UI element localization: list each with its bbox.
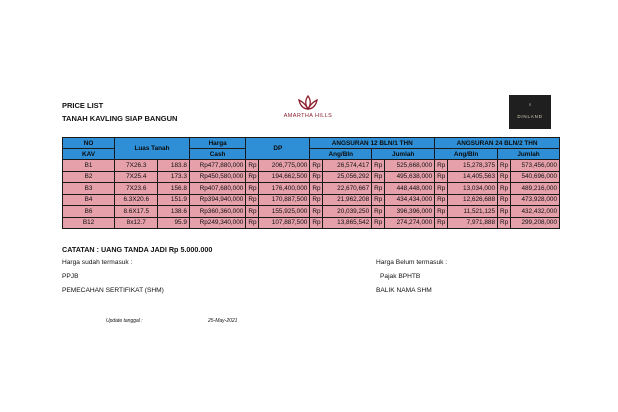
cell-area: 95.9 — [158, 217, 189, 229]
header-angsuran-24: ANGSURAN 24 BLN/2 THN — [435, 138, 560, 149]
cell-j12-currency: Rp — [372, 194, 385, 206]
cell-j12: 495,638,000 — [385, 171, 435, 183]
cell-a12-currency: Rp — [310, 171, 323, 183]
cell-j12: 274,274,000 — [385, 217, 435, 229]
cell-area: 151.9 — [158, 194, 189, 206]
cell-dp: 170,887,500 — [259, 194, 310, 206]
document-subtitle: TANAH KAVLING SIAP BANGUN — [62, 114, 178, 123]
cell-j24: 540,696,000 — [511, 171, 560, 183]
excluded-heading: Harga Belum termasuk : — [376, 259, 448, 266]
header-kav: KAV — [63, 149, 115, 160]
cell-area: 173.3 — [158, 171, 189, 183]
cell-a24: 7,971,888 — [448, 217, 498, 229]
header-harga: Harga — [189, 138, 245, 149]
update-label: Update tanggal : — [106, 318, 143, 324]
header-ang-bln-24: Ang/Bln — [435, 149, 498, 160]
cell-a12: 13,865,542 — [323, 217, 372, 229]
cell-kav: B12 — [63, 217, 115, 229]
cell-j24-currency: Rp — [498, 171, 511, 183]
dinland-logo — [509, 95, 551, 129]
cell-dimension: 7X23.6 — [115, 183, 158, 195]
table-row — [63, 183, 560, 195]
brand-name: AMARTHA HILLS — [283, 113, 333, 119]
cell-a24: 14,405,563 — [448, 171, 498, 183]
down-payment-note: CATATAN : UANG TANDA JADI Rp 5.000.000 — [62, 245, 213, 254]
excluded-item: BALIK NAMA SHM — [376, 287, 432, 294]
cell-dp: 155,925,000 — [259, 206, 310, 218]
table-row — [63, 160, 560, 172]
cell-a12: 25,056,292 — [323, 171, 372, 183]
included-item: PEMECAHAN SERTIFIKAT (SHM) — [62, 287, 164, 294]
cell-dp: 176,400,000 — [259, 183, 310, 195]
cell-cash: Rp249,340,000 — [189, 217, 245, 229]
cell-j12-currency: Rp — [372, 206, 385, 218]
cell-j24: 432,432,000 — [511, 206, 560, 218]
cell-cash: Rp407,680,000 — [189, 183, 245, 195]
table-row — [63, 194, 560, 206]
cell-a24-currency: Rp — [435, 183, 448, 195]
cell-cash: Rp360,360,000 — [189, 206, 245, 218]
table-header-row — [63, 138, 560, 149]
cell-dp: 194,662,500 — [259, 171, 310, 183]
cell-a24-currency: Rp — [435, 171, 448, 183]
header-angsuran-12: ANGSURAN 12 BLN/1 THN — [310, 138, 435, 149]
update-date: 25-May-2021 — [208, 318, 238, 324]
cell-dp-currency: Rp — [246, 171, 259, 183]
table-row — [63, 217, 560, 229]
cell-kav: B6 — [63, 206, 115, 218]
cell-a12: 22,670,667 — [323, 183, 372, 195]
cell-a12-currency: Rp — [310, 160, 323, 172]
cell-dp: 206,775,000 — [259, 160, 310, 172]
dinland-mark-icon: ◦ — [528, 100, 532, 109]
cell-j12: 448,448,000 — [385, 183, 435, 195]
cell-a24: 15,278,375 — [448, 160, 498, 172]
cell-kav: B2 — [63, 171, 115, 183]
cell-cash: Rp394,940,000 — [189, 194, 245, 206]
cell-a12-currency: Rp — [310, 217, 323, 229]
cell-j24: 299,208,000 — [511, 217, 560, 229]
amartha-hills-logo — [268, 95, 348, 119]
header-ang-bln-12: Ang/Bln — [310, 149, 372, 160]
cell-dimension: 7X26.3 — [115, 160, 158, 172]
cell-dimension: 8.6X17.5 — [115, 206, 158, 218]
dinland-wordmark: DINLAND — [517, 114, 543, 119]
cell-j12-currency: Rp — [372, 217, 385, 229]
cell-area: 138.6 — [158, 206, 189, 218]
cell-dp-currency: Rp — [246, 217, 259, 229]
cell-dimension: 6.3X20.6 — [115, 194, 158, 206]
cell-dp-currency: Rp — [246, 160, 259, 172]
header-jumlah-12: Jumlah — [372, 149, 435, 160]
cell-j12-currency: Rp — [372, 171, 385, 183]
document-title: PRICE LIST — [62, 101, 104, 110]
cell-kav: B4 — [63, 194, 115, 206]
cell-a12-currency: Rp — [310, 194, 323, 206]
cell-a24: 13,034,000 — [448, 183, 498, 195]
cell-area: 183.8 — [158, 160, 189, 172]
cell-a12: 26,574,417 — [323, 160, 372, 172]
cell-kav: B3 — [63, 183, 115, 195]
header-luas-tanah: Luas Tanah — [115, 138, 190, 160]
cell-j12-currency: Rp — [372, 183, 385, 195]
included-item: PPJB — [62, 273, 79, 280]
cell-dp-currency: Rp — [246, 206, 259, 218]
cell-j24: 489,216,000 — [511, 183, 560, 195]
cell-dp: 107,887,500 — [259, 217, 310, 229]
cell-j12: 396,396,000 — [385, 206, 435, 218]
table-row — [63, 206, 560, 218]
header-dp: DP — [246, 138, 310, 160]
cell-a24-currency: Rp — [435, 217, 448, 229]
cell-a12-currency: Rp — [310, 183, 323, 195]
cell-j24-currency: Rp — [498, 217, 511, 229]
cell-a24: 12,626,688 — [448, 194, 498, 206]
cell-a24: 11,521,125 — [448, 206, 498, 218]
cell-j24-currency: Rp — [498, 183, 511, 195]
excluded-item: Pajak BPHTB — [380, 273, 421, 280]
cell-j12: 434,434,000 — [385, 194, 435, 206]
cell-j24: 573,456,000 — [511, 160, 560, 172]
cell-cash: Rp450,580,000 — [189, 171, 245, 183]
cell-a24-currency: Rp — [435, 160, 448, 172]
cell-dp-currency: Rp — [246, 194, 259, 206]
cell-area: 156.8 — [158, 183, 189, 195]
cell-kav: B1 — [63, 160, 115, 172]
table-row — [63, 171, 560, 183]
header-no: NO — [63, 138, 115, 149]
lotus-icon — [297, 95, 319, 112]
cell-a24-currency: Rp — [435, 206, 448, 218]
cell-a24-currency: Rp — [435, 194, 448, 206]
cell-a12-currency: Rp — [310, 206, 323, 218]
cell-j12-currency: Rp — [372, 160, 385, 172]
cell-dimension: 7X25.4 — [115, 171, 158, 183]
included-heading: Harga sudah termasuk : — [62, 259, 133, 266]
cell-a12: 20,039,250 — [323, 206, 372, 218]
cell-a12: 21,962,208 — [323, 194, 372, 206]
cell-dimension: 8x12.7 — [115, 217, 158, 229]
header-jumlah-24: Jumlah — [498, 149, 560, 160]
header-cash: Cash — [189, 149, 245, 160]
cell-j24-currency: Rp — [498, 194, 511, 206]
cell-j24-currency: Rp — [498, 206, 511, 218]
price-table — [62, 137, 560, 229]
cell-j24: 473,928,000 — [511, 194, 560, 206]
cell-j24-currency: Rp — [498, 160, 511, 172]
cell-j12: 525,668,000 — [385, 160, 435, 172]
cell-dp-currency: Rp — [246, 183, 259, 195]
cell-cash: Rp477,880,000 — [189, 160, 245, 172]
